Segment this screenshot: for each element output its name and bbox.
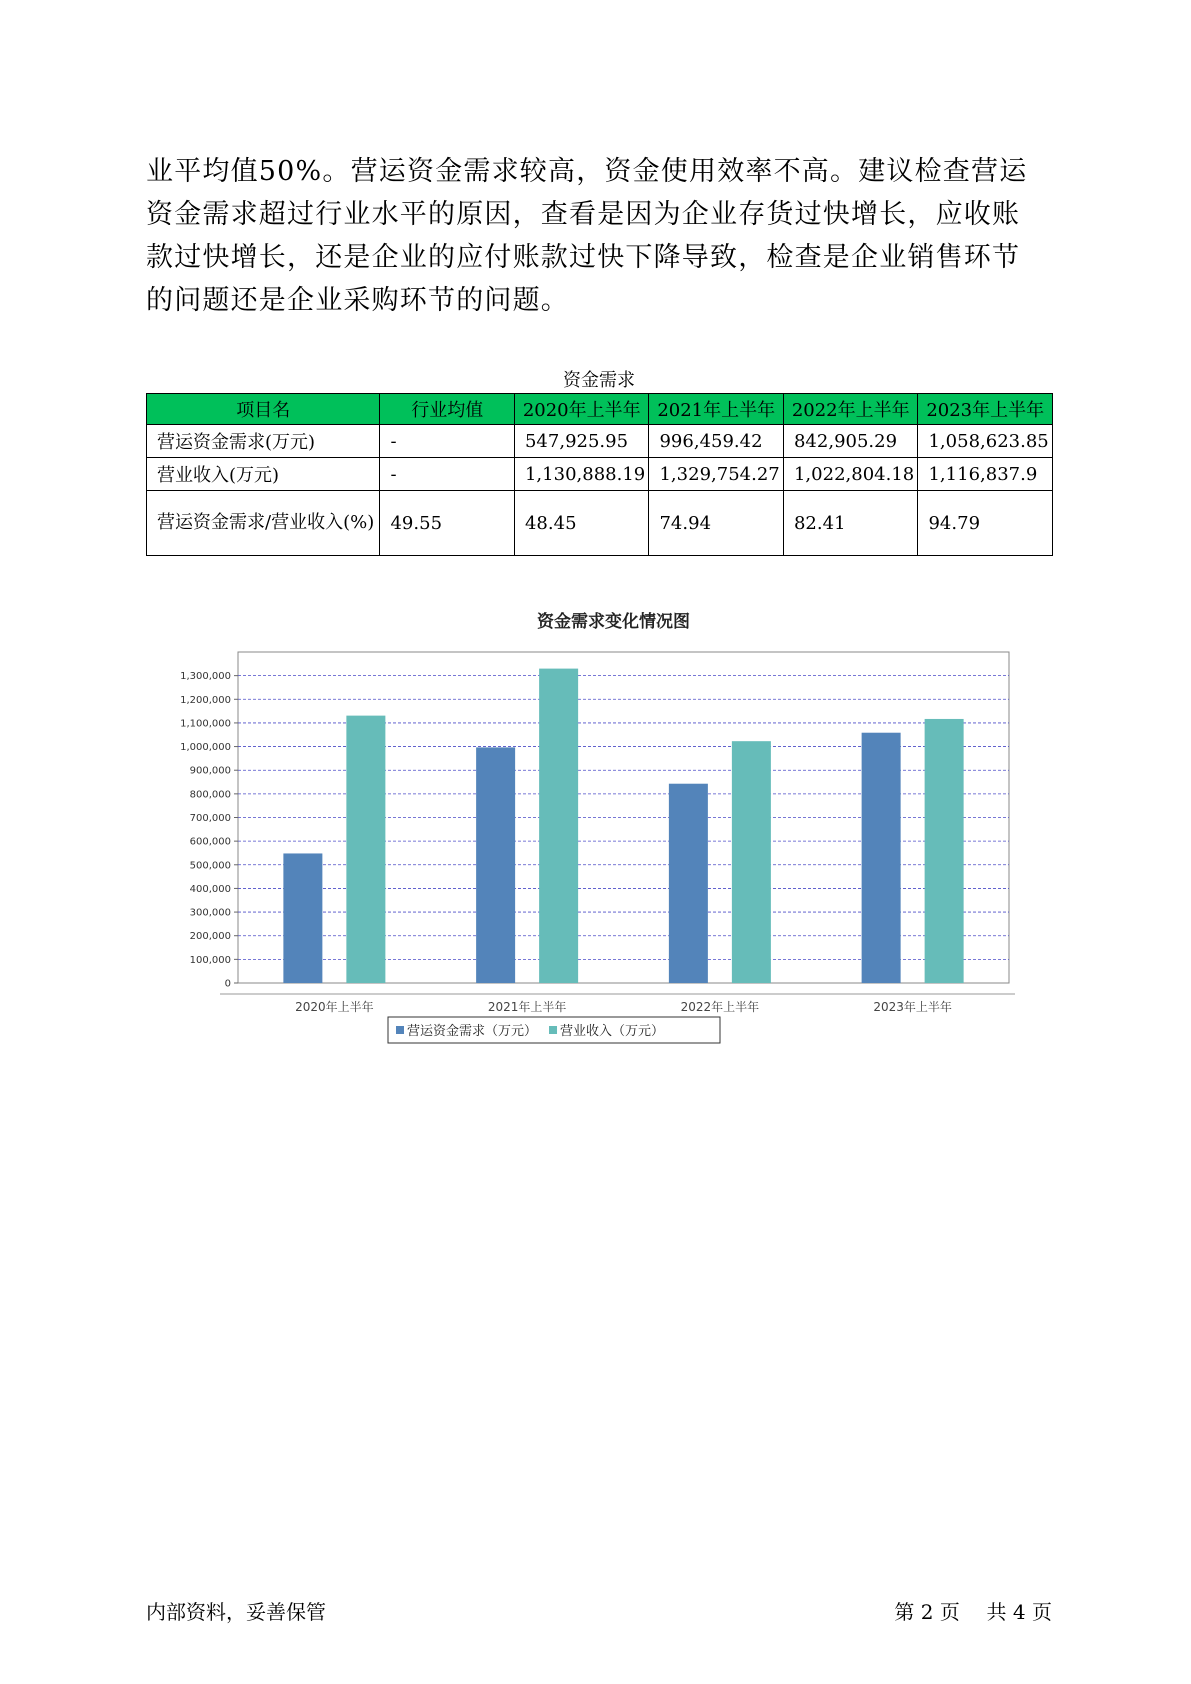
y-tick-label: 500,000 xyxy=(189,860,231,872)
funding-table xyxy=(146,393,1053,556)
row-label: 营运资金需求(万元) xyxy=(147,425,380,458)
y-tick-label: 800,000 xyxy=(189,789,231,801)
bar-working-capital xyxy=(669,784,708,983)
table-row xyxy=(147,425,1053,458)
table-cell: - xyxy=(380,425,515,458)
y-tick-label: 1,300,000 xyxy=(180,671,231,683)
table-cell: 82.41 xyxy=(783,491,918,556)
bar-revenue xyxy=(925,719,964,983)
bar-revenue xyxy=(539,669,578,983)
chart-svg xyxy=(146,600,1052,1070)
bar-working-capital xyxy=(283,853,322,983)
header-cell: 项目名 xyxy=(147,394,380,425)
table-caption: 资金需求 xyxy=(563,370,635,391)
table-cell: 48.45 xyxy=(514,491,649,556)
row-label: 营运资金需求/营业收入(%) xyxy=(147,491,380,556)
page-total: 共 4 页 xyxy=(986,1600,1052,1624)
legend-swatch xyxy=(396,1026,404,1034)
y-tick-label: 1,200,000 xyxy=(180,694,231,706)
y-tick-label: 0 xyxy=(224,978,231,990)
table-cell: 1,130,888.19 xyxy=(514,458,649,491)
bar-revenue xyxy=(346,716,385,983)
y-tick-label: 100,000 xyxy=(189,954,231,966)
legend-swatch xyxy=(549,1026,557,1034)
table-cell: 547,925.95 xyxy=(514,425,649,458)
legend-label: 营业收入（万元） xyxy=(560,1024,665,1039)
table-cell: 1,329,754.27 xyxy=(649,458,784,491)
header-cell: 2023年上半年 xyxy=(918,394,1053,425)
header-cell: 2021年上半年 xyxy=(649,394,784,425)
bar-revenue xyxy=(732,741,771,983)
x-tick-label: 2023年上半年 xyxy=(873,1000,952,1014)
legend-label: 营运资金需求（万元） xyxy=(407,1024,538,1039)
x-tick-label: 2021年上半年 xyxy=(487,1000,567,1014)
header-cell: 2020年上半年 xyxy=(514,394,649,425)
table-cell: - xyxy=(380,458,515,491)
y-tick-label: 1,000,000 xyxy=(180,742,231,754)
table-cell: 1,116,837.9 xyxy=(918,458,1053,491)
chart-title: 资金需求变化情况图 xyxy=(537,612,690,632)
x-tick-label: 2022年上半年 xyxy=(680,1000,760,1014)
y-tick-label: 400,000 xyxy=(189,883,231,895)
row-label: 营业收入(万元) xyxy=(147,458,380,491)
table-header-row xyxy=(147,394,1053,425)
footer-notice: 内部资料，妥善保管 xyxy=(146,1600,326,1624)
body-paragraph: 业平均值50%。营运资金需求较高，资金使用效率不高。建议检查营运资金需求超过行业水平的原因，查看是因为企业存货过快增长，应收账款过快增长，还是企业的应付账款过快下降导致，检查是企业销售环节的问题还是企业采购环节的问题。 xyxy=(146,156,1028,316)
table-cell: 996,459.42 xyxy=(649,425,784,458)
table-cell: 842,905.29 xyxy=(783,425,918,458)
x-tick-label: 2020年上半年 xyxy=(295,1000,374,1014)
y-tick-label: 600,000 xyxy=(189,836,231,848)
table-row xyxy=(147,491,1053,556)
header-cell: 行业均值 xyxy=(380,394,515,425)
y-tick-label: 200,000 xyxy=(189,931,231,943)
table-cell: 49.55 xyxy=(380,491,515,556)
y-tick-label: 1,100,000 xyxy=(180,718,231,730)
table-cell: 74.94 xyxy=(649,491,784,556)
bar-working-capital xyxy=(476,747,515,983)
y-tick-label: 900,000 xyxy=(189,765,231,777)
table-cell: 1,058,623.85 xyxy=(918,425,1053,458)
bar-working-capital xyxy=(862,733,901,983)
header-cell: 2022年上半年 xyxy=(783,394,918,425)
table-cell: 1,022,804.18 xyxy=(783,458,918,491)
page-number: 第 2 页 xyxy=(894,1600,960,1624)
y-tick-label: 700,000 xyxy=(189,813,231,824)
funding-chart xyxy=(146,600,1052,1070)
table-cell: 94.79 xyxy=(918,491,1053,556)
y-tick-label: 300,000 xyxy=(189,907,231,919)
footer-pagination xyxy=(894,1596,1052,1625)
table-row xyxy=(147,458,1053,491)
